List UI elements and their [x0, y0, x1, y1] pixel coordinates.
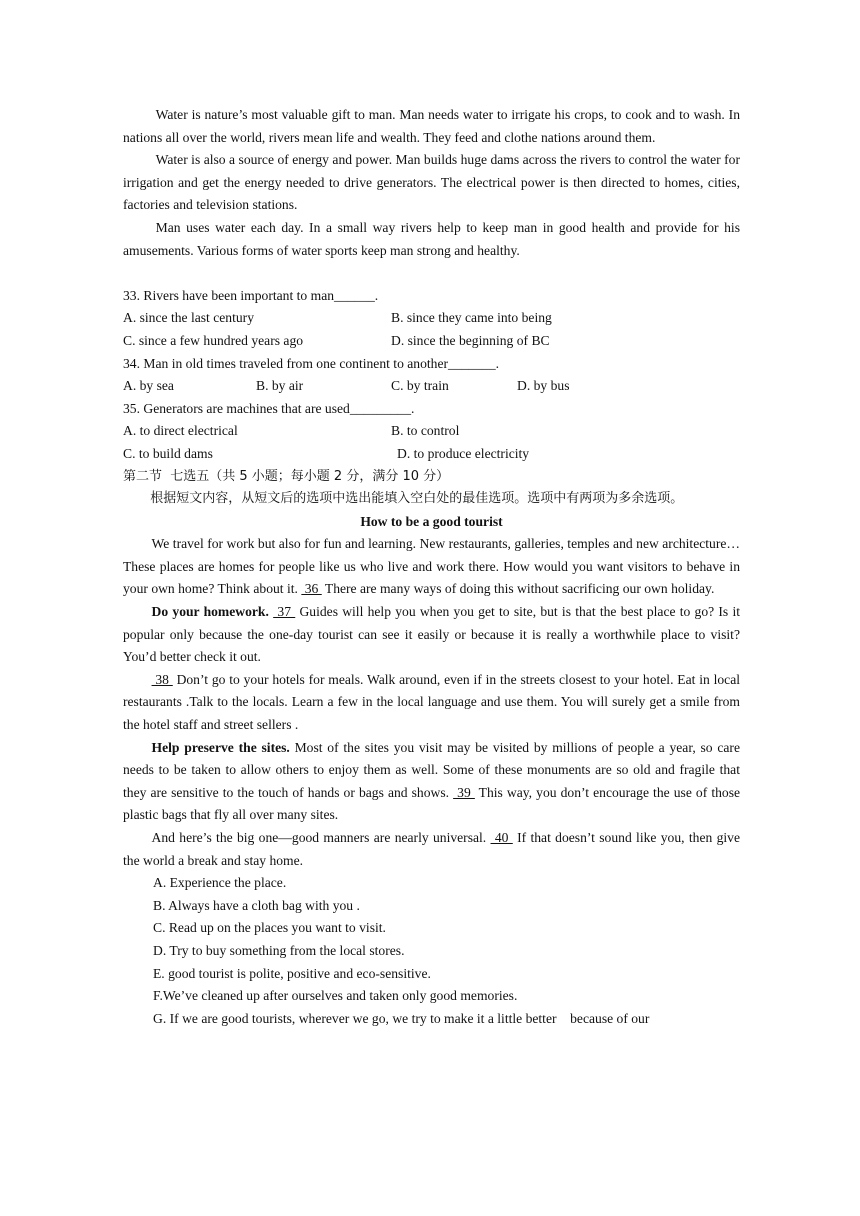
- choice-f: F.We’ve cleaned up after ourselves and taken only good memories.: [153, 988, 518, 1004]
- section-2-header: 第二节 七选五（共 5 小题；每小题 2 分，满分 10 分）: [123, 468, 450, 484]
- option-35-c: C. to build dams: [123, 445, 213, 461]
- passage-paragraph-1: Water is nature’s most valuable gift to man. Man needs water to irrigate his crops, to cook and to wash. In nations all over the world, rivers mean life and wealth. They feed and clothe nations around them.: [123, 107, 740, 145]
- option-34-c: C. by train: [391, 378, 449, 394]
- blank-39: 39: [453, 784, 475, 800]
- question-33-options-row-2: [123, 330, 740, 353]
- question-33-stem: 33. Rivers have been important to man______.: [123, 287, 379, 303]
- heading-help-preserve: Help preserve the sites.: [151, 739, 290, 755]
- blank-36: 36: [301, 581, 322, 597]
- cloze-paragraph-3: 38 Don’t go to your hotels for meals. Walk around, even if in the streets closest to your hotel. Eat in local restaurants .Talk to the locals. Learn a few in the local language and use them. You will surely get a smile from the hotel staff and street sellers .: [123, 671, 740, 733]
- passage-paragraph-3: Man uses water each day. In a small way rivers help to keep man in good health and provide for his amusements. Various forms of water sports keep man strong and healthy.: [123, 219, 740, 258]
- section-2-instruction: 根据短文内容，从短文后的选项中选出能填入空白处的最佳选项。选项中有两项为多余选项。: [150, 491, 684, 507]
- heading-do-your-homework: Do your homework.: [151, 604, 269, 620]
- option-35-b: B. to control: [391, 423, 460, 439]
- option-35-a: A. to direct electrical: [123, 423, 238, 439]
- choice-e: E. good tourist is polite, positive and eco-sensitive.: [153, 965, 431, 981]
- document-page: [123, 104, 740, 1030]
- choice-g: G. If we are good tourists, wherever we go, we try to make it a little better because of our: [153, 1010, 650, 1026]
- choice-b: B. Always have a cloth bag with you .: [153, 897, 360, 913]
- choice-a: A. Experience the place.: [153, 875, 287, 891]
- option-33-b: B. since they came into being: [391, 310, 552, 326]
- option-33-d: D. since the beginning of BC: [391, 332, 550, 348]
- cloze-paragraph-5: And here’s the big one—good manners are nearly universal. 40 If that doesn’t sound like you, then give the world a break and stay home.: [123, 830, 740, 868]
- option-35-d: D. to produce electricity: [397, 445, 530, 461]
- option-34-b: B. by air: [256, 378, 304, 394]
- question-35-stem: 35. Generators are machines that are used_________.: [123, 400, 415, 416]
- choice-c: C. Read up on the places you want to visit.: [153, 920, 386, 936]
- cloze-paragraph-4: Help preserve the sites. Most of the sites you visit may be visited by millions of people a year, so care needs to be taken to allow others to enjoy them as well. Some of these monuments are so old and fragile that they are sensitive to the touch of hands or bags and shows. 39 This way, you don’t encourage the use of those plastic bags that fly all over many sites.: [123, 739, 741, 823]
- question-33-options-row-1: [123, 307, 740, 330]
- question-34-stem: 34. Man in old times traveled from one continent to another_______.: [123, 355, 500, 371]
- option-34-d: D. by bus: [517, 378, 570, 394]
- blank-40: 40: [490, 830, 513, 845]
- blank-37: 37: [273, 604, 296, 620]
- blank-38: 38: [151, 671, 173, 687]
- cloze-paragraph-1: We travel for work but also for fun and learning. New restaurants, galleries, temples and new architecture…These places are homes for people like us who live and work there. How would you want visitors to behave in your own home? Think about it. 36 There are many ways of doing this without sacrificing our own holiday.: [123, 536, 740, 597]
- question-34-options: [123, 375, 740, 398]
- option-33-c: C. since a few hundred years ago: [123, 332, 304, 348]
- cloze-paragraph-2: Do your homework. 37 Guides will help you when you get to site, but is that the best place to go? Is it popular only because the one-day tourist can see it easily or because it is really a worthwhile place to visit? You’d better check it out.: [123, 604, 741, 665]
- passage-title: How to be a good tourist: [360, 513, 503, 529]
- question-35-options-row-2: [123, 443, 740, 466]
- question-35-options-row-1: [123, 420, 740, 443]
- passage-paragraph-2: Water is also a source of energy and power. Man builds huge dams across the rivers to control the water for irrigation and get the energy needed to drive generators. The electrical power is then directed to homes, cities, factories and television stations.: [123, 152, 740, 213]
- choice-d: D. Try to buy something from the local stores.: [153, 942, 405, 958]
- option-34-a: A. by sea: [123, 378, 174, 394]
- option-33-a: A. since the last century: [123, 310, 254, 326]
